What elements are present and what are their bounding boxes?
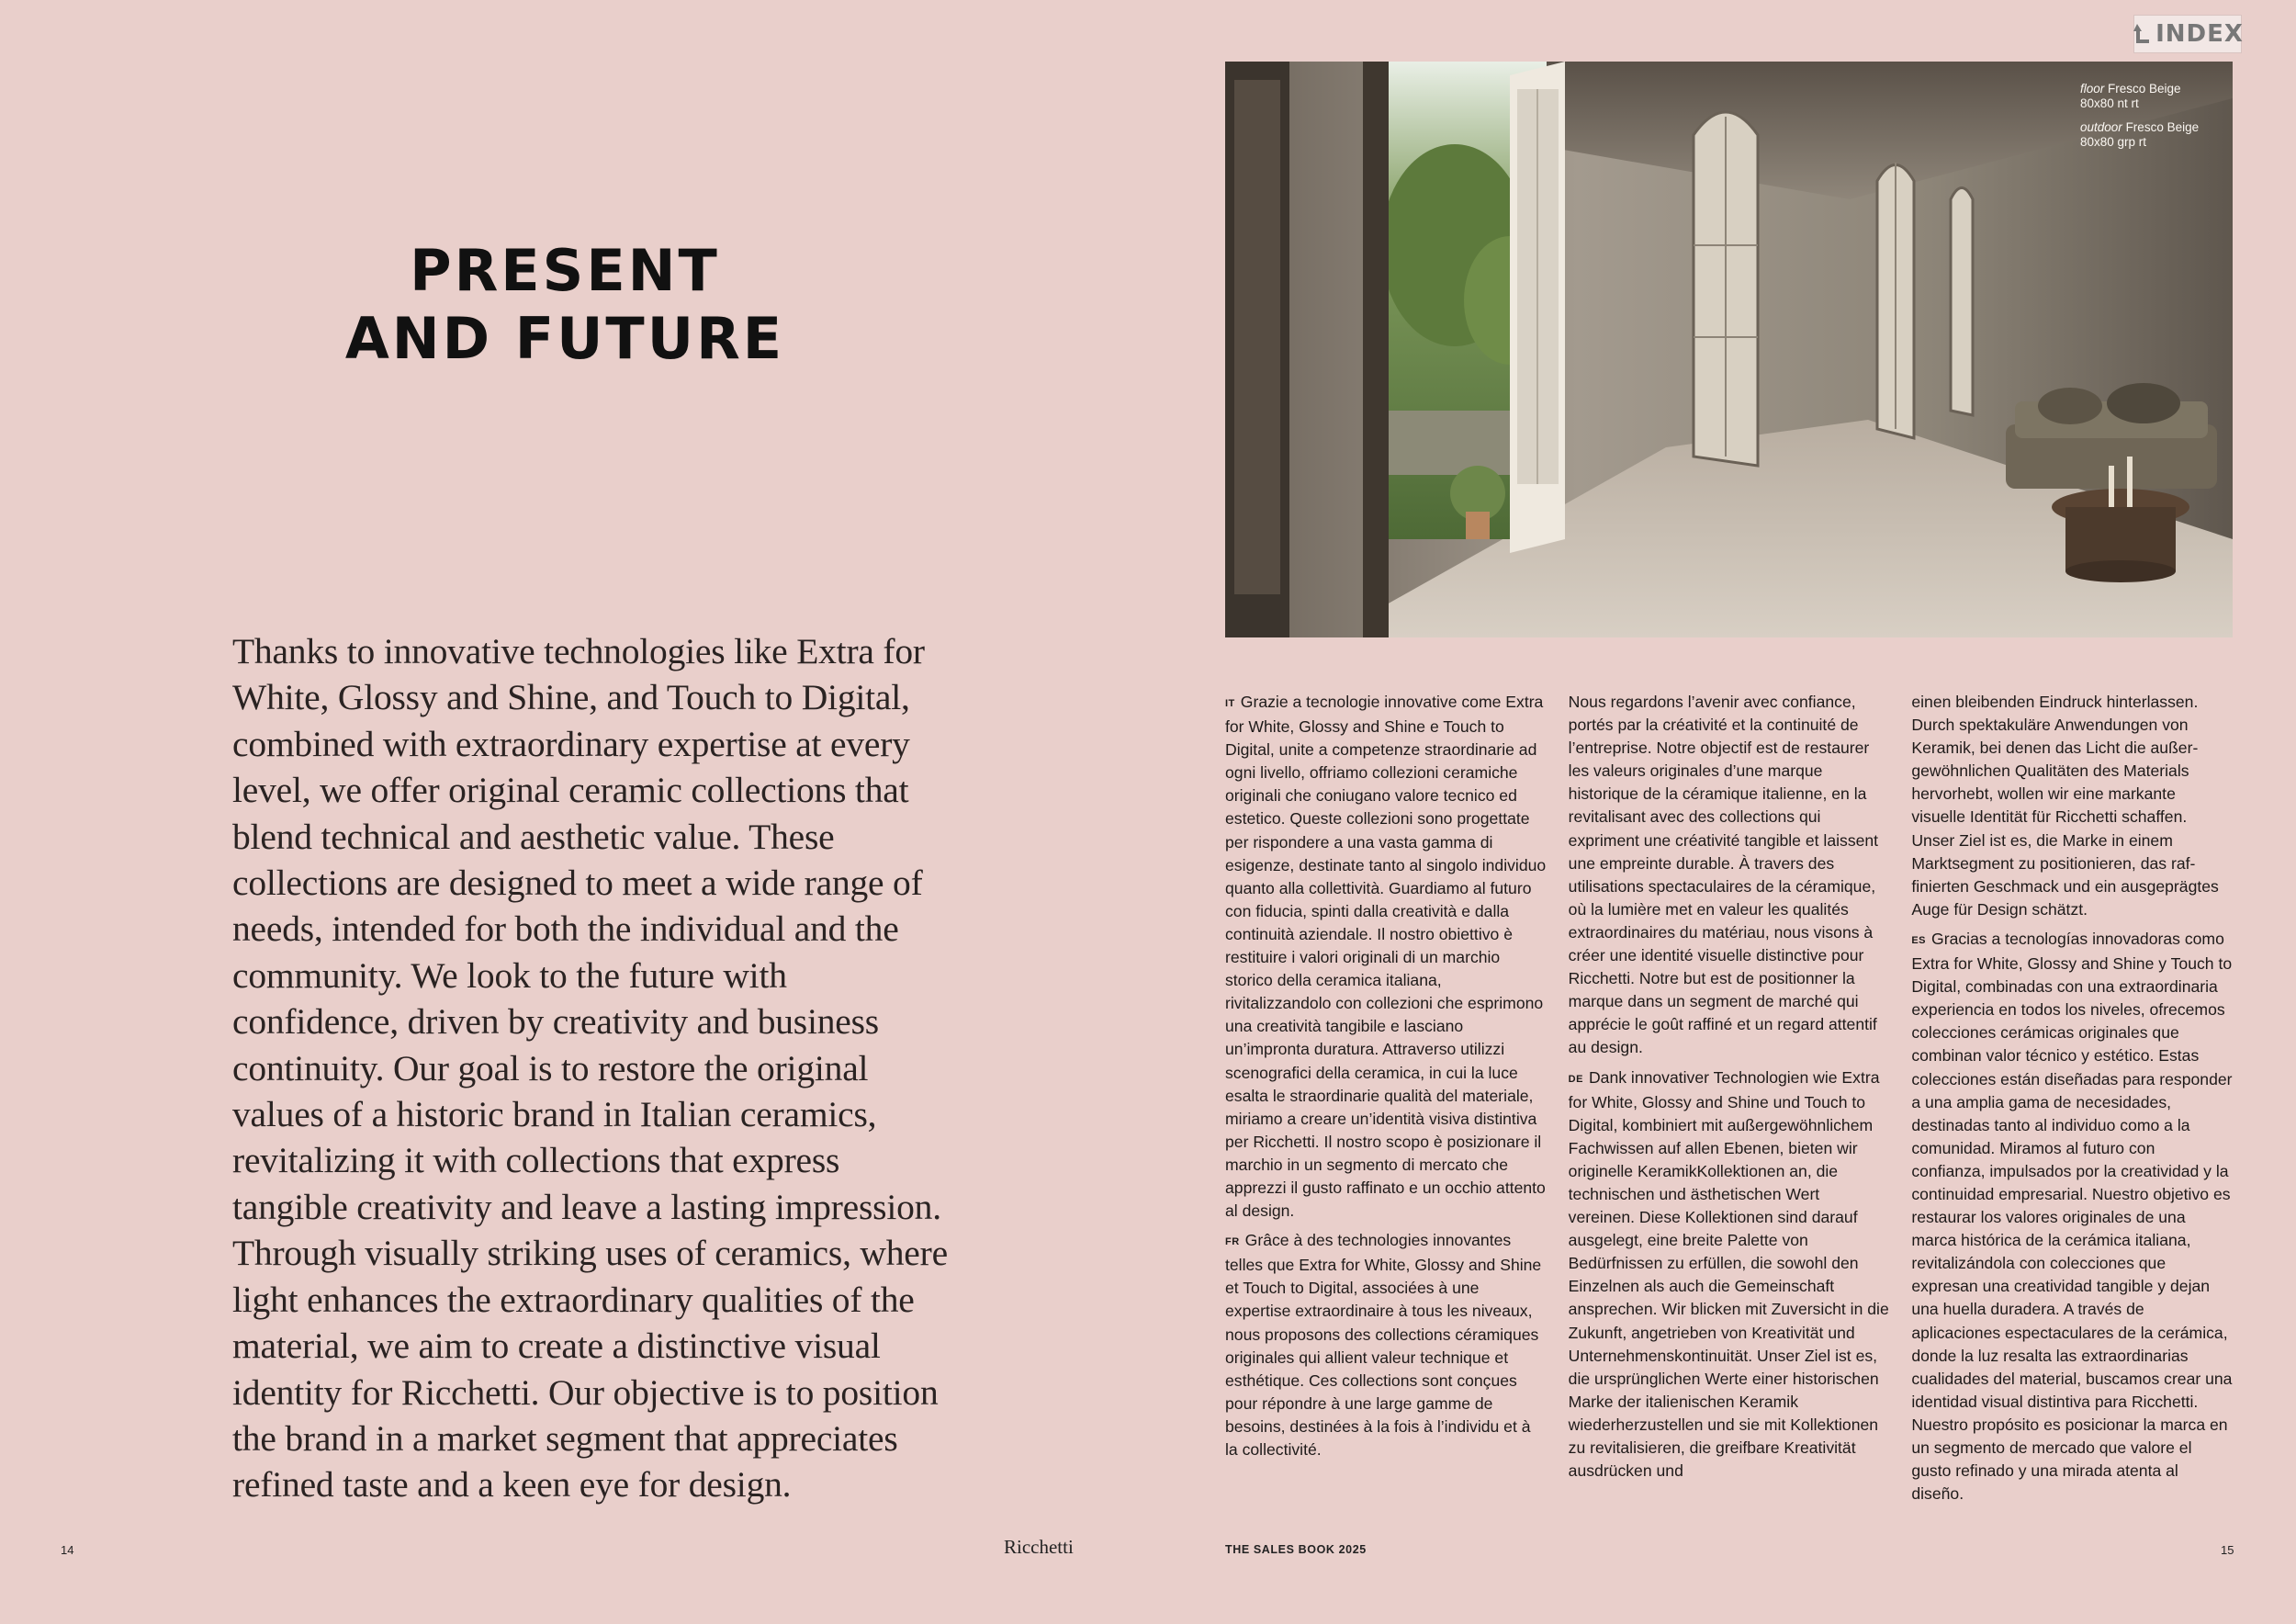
- text-column-3: [1911, 691, 2233, 1517]
- language-tag-de: DE: [1568, 1073, 1583, 1085]
- brand-logo-text: Ricchetti: [1004, 1536, 1074, 1558]
- caption-outdoor-value: Fresco Beige: [2125, 120, 2200, 134]
- page-title-line-2: AND FUTURE: [344, 305, 785, 372]
- caption-outdoor: [2080, 120, 2218, 150]
- photo-caption: [2080, 82, 2218, 159]
- language-tag-fr: FR: [1225, 1236, 1240, 1248]
- caption-outdoor-label: outdoor: [2080, 120, 2122, 134]
- text-column-2: [1569, 691, 1890, 1517]
- paragraph-fr: [1225, 1229, 1547, 1461]
- paragraph-de-continued: einen bleibenden Eindruck hinterlassen. Durch spektakuläre Anwendungen von Keramik, bei denen das Licht die außergewöhnlichen Qualitäten des Materials hervorhebt, wollen wir eine markante visuelle Identität für Ricchetti schaffen. Unser Ziel ist es, die Marke in einem Marktsegment zu positionieren, das raffinierten Geschmack und ein ausgeprägtes Auge für Design schätzt.: [1911, 693, 2219, 919]
- caption-floor: [2080, 82, 2218, 111]
- text-column-1: [1225, 691, 1547, 1517]
- caption-floor-label: floor: [2080, 82, 2105, 96]
- index-button[interactable]: [2133, 15, 2242, 53]
- page-title: [276, 237, 854, 373]
- paragraph-es-text: Gracias a tecnologías innovadoras como Extra for White, Glossy and Shine y Touch to Digital, combinadas con una extraordinaria experiencia en todos los niveles, ofrecemos colecciones cerámicas originales que combinan valor técnico y estético. Estas colecciones están diseñadas para responder a una amplia gama de necesidades, destinadas tanto al individuo como a la comunidad. Miramos al futuro con confianza, impulsados por la creatividad y la continuidad empresarial. Nuestro objetivo es restaurar los valores originales de una marca histórica de la cerámica italiana, revitalizándola con colecciones que expresan una creatividad tangible y dejan una huella duradera. A través de aplicaciones espectaculares de la cerámica, donde la luz resalta las extraordinarias cualidades del material, buscamos crear una identidad visual distintiva para Ricchetti. Nuestro propósito es posicionar la marca en un segmento de mercado que valore el gusto refinado y una mirada atenta al diseño.: [1911, 929, 2233, 1504]
- language-tag-it: IT: [1225, 698, 1235, 709]
- paragraph-de: [1569, 1066, 1890, 1483]
- caption-floor-detail: 80x80 nt rt: [2080, 96, 2139, 110]
- page-number-left: 14: [61, 1543, 74, 1557]
- caption-floor-value: Fresco Beige: [2108, 82, 2181, 96]
- language-tag-es: ES: [1911, 934, 1927, 946]
- paragraph-it: [1225, 691, 1547, 1223]
- hero-photo: [1225, 62, 2233, 637]
- page-title-line-1: PRESENT: [410, 237, 720, 304]
- multilingual-text-columns: [1225, 691, 2233, 1517]
- page-number-right: 15: [2221, 1543, 2234, 1557]
- intro-paragraph: Thanks to innovative technologies like Extra for White, Glossy and Shine, and Touch to Digital, combined with extraordinary expertise at every level, we offer original ceramic collections that blend technical and aesthetic value. These collections are designed to meet a wide range of needs, intended for both the individual and the community. We look to the future with confidence, driven by creativity and business continuity. Our goal is to restore the original values of a historic brand in Italian ceramics, revitalizing it with collections that express tangible creativity and leave a lasting impression. Through visually striking uses of ceramics, where light enhances the extraordinary qualities of the material, we aim to create a distinctive visual identity for Ricchetti. Our objective is to position the brand in a market segment that appreciates refined taste and a keen eye for design.: [232, 631, 948, 1506]
- index-icon: [2132, 21, 2152, 47]
- caption-outdoor-detail: 80x80 grp rt: [2080, 135, 2147, 149]
- paragraph-de-text: Dank innovativer Technologien wie Extra for White, Glossy and Shine und Touch to Digital, kombiniert mit außergewöhnlichem Fachwissen auf allen Ebenen, bieten wir originelle KeramikKollektionen an, die technischen und ästhetischen Wert vereinen. Diese Kollektionen sind darauf ausgelegt, eine breite Palette von Bedürfnissen zu erfüllen, die sowohl den Einzelnen als auch die Gemeinschaft ansprechen. Wir blicken mit Zuversicht in die Zukunft, angetrieben von Kreativität und Unternehmenskontinuität. Unser Ziel ist es, die ursprünglichen Werte einer historischen Marke der italienischen Keramik wiederherzustellen und sie mit Kollektionen zu revitalisieren, die greifbare Kreativität ausdrücken und: [1568, 1067, 1889, 1481]
- paragraph-fr-continued: Nous regardons l’avenir avec confiance, portés par la créativité et la continuité de l’entreprise. Notre objectif est de restaurer les valeurs originales d’une marque historique de la céramique italienne, en la revitalisant avec des collections qui expriment une créativité tangible et laissent une empreinte durable. À travers des utilisations spectaculaires de la céramique, où la lumière met en valeur les qualités extraordinaires du matériau, nous visons à créer une identité visuelle distinctive pour Ricchetti. Notre but est de positionner la marque dans un segment de marché qui apprécie le goût raffiné et un regard attentif au design.: [1568, 693, 1879, 1057]
- paragraph-fr-text: Grâce à des technologies innovantes telles que Extra for White, Glossy and Shine et Touch to Digital, associées à une expertise extraordinaire à tous les niveaux, nous proposons des collections céramiques originales qui allient valeur technique et esthétique. Ces collections sont conçues pour répondre à une large gamme de besoins, destinées à la fois à l’individu et à la collectivité.: [1225, 1231, 1542, 1459]
- paragraph-es: [1911, 928, 2233, 1506]
- footer-publication-title: THE SALES BOOK 2025: [1225, 1543, 1367, 1556]
- paragraph-it-text: Grazie a tecnologie innovative come Extra for White, Glossy and Shine e Touch to Digital, unite a competenze straordinarie ad ogni livello, offriamo collezioni ceramiche originali che coniugano valore tecnico ed estetico. Queste collezioni sono progettate per rispondere a una vasta gamma di esigenze, destinate tanto al singolo individuo quanto alla collettività. Guardiamo al futuro con fiducia, spinti dalla creatività e dalla continuità aziendale. Il nostro obiettivo è restituire i valori originali di un marchio storico della ceramica italiana, rivitalizzandolo con collezioni che esprimono una creatività tangibile e lasciano un’impronta duratura. Attraverso utilizzi scenografici della ceramica, in cui la luce esalta le straordinarie qualità del materiale, miriamo a creare un’identità visiva distintiva per Ricchetti. Il nostro scopo è posizionare il marchio in un segmento di mercato che apprezzi il gusto raffinato e un occhio attento al design.: [1225, 693, 1547, 1221]
- index-button-label: INDEX: [2155, 20, 2244, 48]
